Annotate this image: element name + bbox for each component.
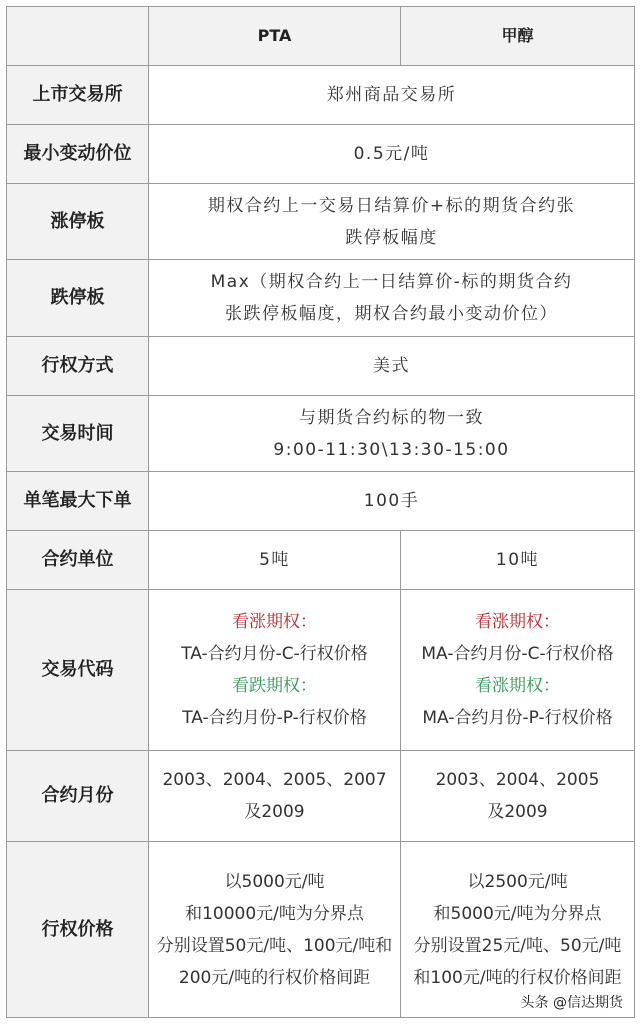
col-header-methanol: 甲醇 [401,7,635,66]
methanol-put-label: 看涨期权： [475,676,560,696]
trading-code-pta [149,590,401,751]
contract-months-methanol [401,751,635,842]
contract-months-methanol-line-1: 2003、2004、2005 [435,770,600,790]
pta-put-label: 看跌期权： [232,676,317,696]
row-label-contract-months: 合约月份 [7,751,149,842]
row-contract-months [7,751,635,842]
contract-unit-methanol: 10吨 [401,531,635,590]
row-label-max-order: 单笔最大下单 [7,472,149,531]
trading-hours-line-1: 与期货合约标的物一致 [299,407,484,428]
row-label-strike-price: 行权价格 [7,842,149,1018]
row-label-limit-up: 涨停板 [7,184,149,260]
corner-cell [7,7,149,66]
limit-down-value [149,260,635,337]
limit-down-line-1: Max（期权合约上一日结算价-标的期货合约 [210,272,573,292]
header-row [7,7,635,66]
pta-call-label: 看涨期权： [232,612,317,632]
strike-methanol-line-1: 以2500元/吨 [467,871,568,892]
limit-up-line-1: 期权合约上一交易日结算价+标的期货合约张 [207,195,576,216]
strike-methanol-line-4: 和100元/吨的行权价格间距 [413,967,622,988]
row-contract-unit [7,531,635,590]
row-label-min-tick: 最小变动价位 [7,125,149,184]
methanol-call-label: 看涨期权： [475,612,560,632]
strike-pta-line-4: 200元/吨的行权价格间距 [178,967,371,988]
row-limit-up [7,184,635,260]
trading-hours-line-2: 9:00-11:30\13:30-15:00 [273,439,510,460]
limit-up-line-2: 跌停板幅度 [345,227,438,248]
contract-months-pta-line-2: 及2009 [244,802,305,822]
contract-months-methanol-line-2: 及2009 [487,802,548,822]
row-trading-hours [7,396,635,472]
strike-pta-line-1: 以5000元/吨 [224,871,325,892]
contract-months-pta-line-1: 2003、2004、2005、2007 [162,770,387,790]
row-limit-down [7,260,635,337]
pta-put-code: TA-合约月份-P-行权价格 [182,708,367,728]
strike-price-pta [149,842,401,1018]
row-label-trading-hours: 交易时间 [7,396,149,472]
exchange-value: 郑州商品交易所 [149,66,635,125]
limit-down-line-2: 张跌停板幅度，期权合约最小变动价位） [225,304,558,324]
row-min-tick [7,125,635,184]
watermark-text: 头条 @信达期货 [520,995,623,1011]
row-label-limit-down: 跌停板 [7,260,149,337]
row-exercise-style [7,337,635,396]
row-trading-code [7,590,635,751]
row-label-exercise-style: 行权方式 [7,337,149,396]
limit-up-value [149,184,635,260]
exercise-style-value: 美式 [149,337,635,396]
pta-call-code: TA-合约月份-C-行权价格 [181,644,368,664]
row-label-contract-unit: 合约单位 [7,531,149,590]
row-max-order [7,472,635,531]
max-order-value: 100手 [149,472,635,531]
trading-hours-value [149,396,635,472]
trading-code-methanol [401,590,635,751]
methanol-call-code: MA-合约月份-C-行权价格 [421,644,614,664]
strike-methanol-line-2: 和5000元/吨为分界点 [433,903,602,924]
contract-unit-pta: 5吨 [149,531,401,590]
watermark [518,991,626,1013]
strike-pta-line-2: 和10000元/吨为分界点 [185,903,364,924]
methanol-put-code: MA-合约月份-P-行权价格 [422,708,613,728]
option-spec-table [6,6,635,1018]
min-tick-value: 0.5元/吨 [149,125,635,184]
row-label-trading-code: 交易代码 [7,590,149,751]
strike-pta-line-3: 分别设置50元/吨、100元/吨和 [156,935,393,956]
strike-methanol-line-3: 分别设置25元/吨、50元/吨 [413,935,622,956]
row-label-exchange: 上市交易所 [7,66,149,125]
contract-months-pta [149,751,401,842]
col-header-pta: PTA [149,7,401,66]
row-exchange [7,66,635,125]
